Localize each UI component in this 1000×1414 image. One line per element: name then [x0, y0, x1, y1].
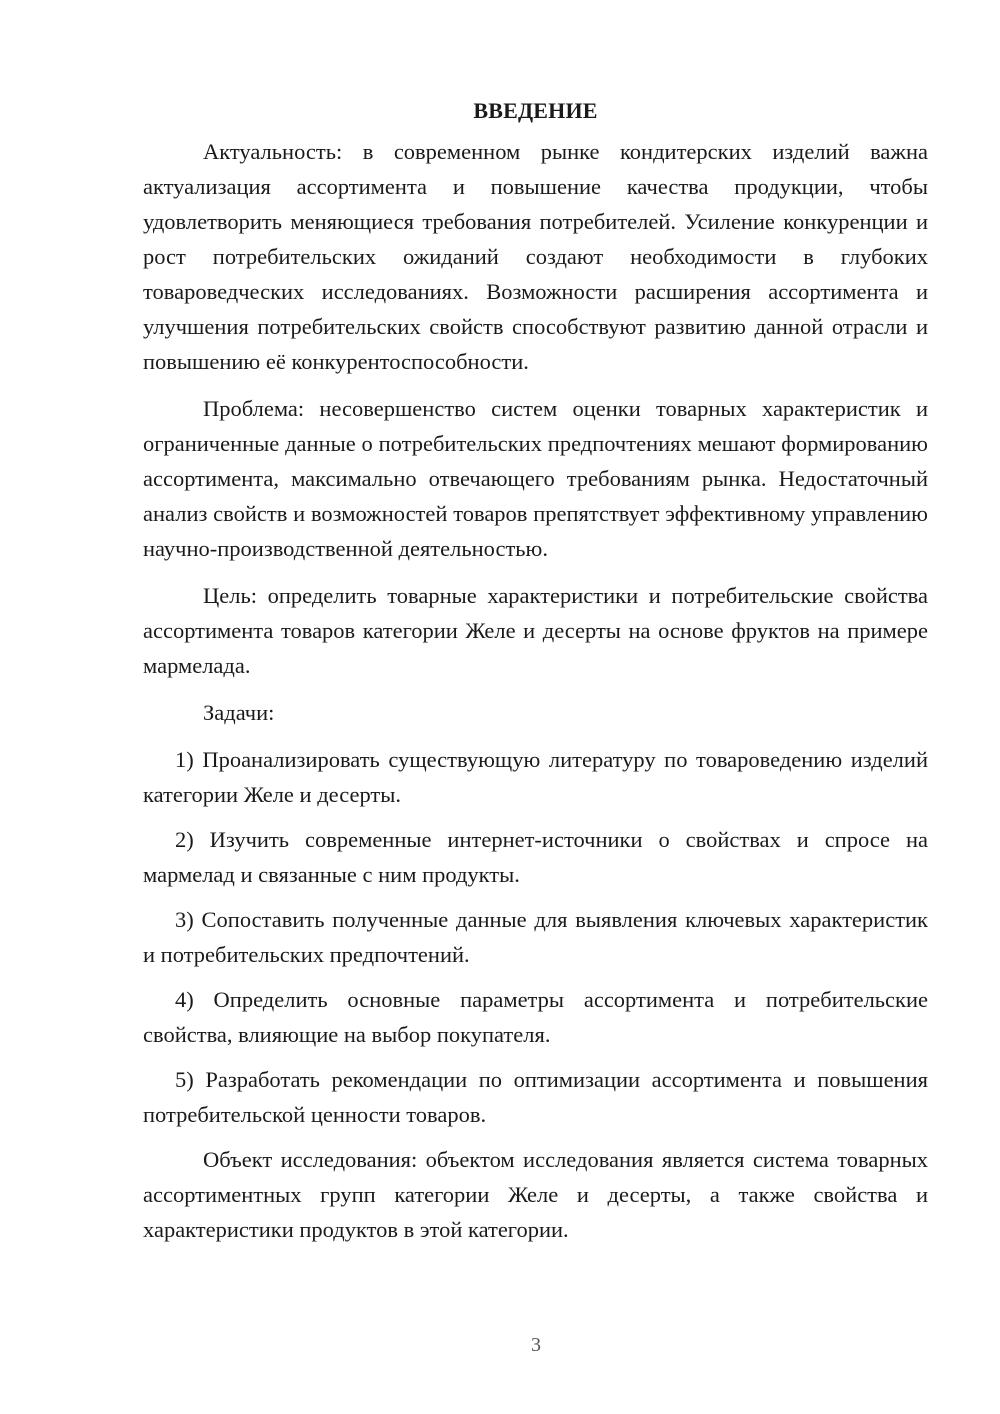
task-item: 4) Определить основные параметры ассортимента и потребительские свойства, влияющие на выбор покупателя.	[143, 987, 928, 1047]
task-item: 2) Изучить современные интернет-источники о свойствах и спросе на мармелад и связанные с ним продукты.	[143, 827, 928, 887]
page-content	[143, 96, 928, 1259]
page-title: ВВЕДЕНИЕ	[473, 98, 598, 123]
problem-paragraph: Проблема: несовершенство систем оценки товарных характеристик и ограниченные данные о потребительских предпочтениях мешают формированию ассортимента, максимально отвечающего требованиям рынка. Недостаточный анализ свойств и возможностей товаров препятствует эффективному управлению научно-производственной деятельностью.	[143, 396, 928, 561]
page-number: 3	[531, 1334, 541, 1356]
task-item: 5) Разработать рекомендации по оптимизации ассортимента и повышения потребительской ценности товаров.	[143, 1067, 928, 1127]
object-paragraph: Объект исследования: объектом исследования является система товарных ассортиментных групп категории Желе и десерты, а также свойства и характеристики продуктов в этой категории.	[143, 1147, 928, 1242]
relevance-paragraph: Актуальность: в современном рынке кондитерских изделий важна актуализация ассортимента и повышение качества продукции, чтобы удовлетворить меняющиеся требования потребителей. Усиление конкуренции и рост потребительских ожиданий создают необходимости в глубоких товароведческих исследованиях. Возможности расширения ассортимента и улучшения потребительских свойств способствуют развитию данной отрасли и повышению её конкурентоспособности.	[143, 139, 928, 374]
goal-paragraph: Цель: определить товарные характеристики и потребительские свойства ассортимента товаров категории Желе и десерты на основе фруктов на примере мармелада.	[143, 583, 928, 678]
tasks-heading: Задачи:	[203, 700, 275, 725]
task-item: 1) Проанализировать существующую литературу по товароведению изделий категории Желе и десерты.	[143, 747, 928, 807]
task-item: 3) Сопоставить полученные данные для выявления ключевых характеристик и потребительских предпочтений.	[143, 907, 928, 967]
